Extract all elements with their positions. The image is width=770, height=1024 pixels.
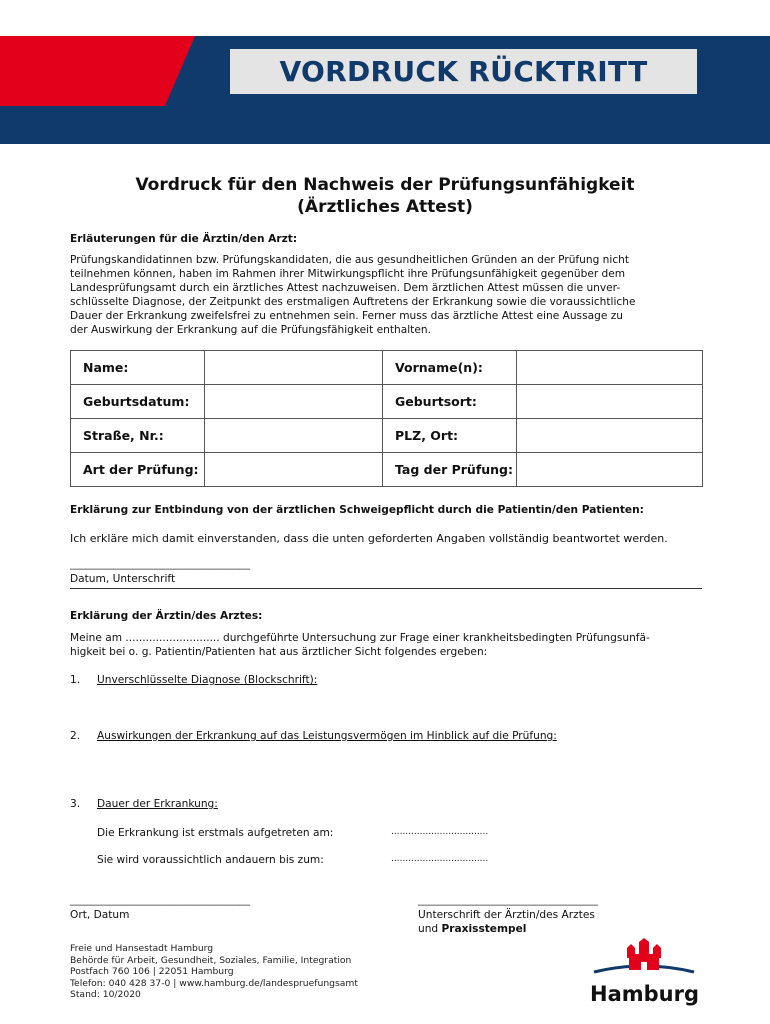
doctor-signature-label: Unterschrift der Ärztin/des Arztes [418,909,595,921]
footer-line: Behörde für Arbeit, Gesundheit, Soziales, Familie, Integration [70,954,352,966]
section-divider [70,588,702,589]
explanation-text [70,253,702,337]
footer-line: Freie und Hansestadt Hamburg [70,943,214,954]
diagnosis-label: Unverschlüsselte Diagnose (Blockschrift): [97,674,318,686]
explanation-heading: Erläuterungen für die Ärztin/den Arzt: [70,233,298,245]
birth-date-field[interactable] [205,385,383,419]
item-number: 3. [70,798,81,810]
duration-field[interactable]: .................................. [391,854,489,864]
item-number: 1. [70,674,81,686]
signature-label: Datum, Unterschrift [70,573,176,585]
header-title-box [230,49,697,94]
exam-date-field[interactable] [517,453,703,487]
consent-text: Ich erkläre mich damit einverstanden, dass die unten geforderten Angaben vollständig beantwortet werden. [70,532,668,545]
impact-label: Auswirkungen der Erkrankung auf das Leistungsvermögen im Hinblick auf die Prüfung: [97,730,557,742]
header-title: VORDRUCK RÜCKTRITT [279,55,648,88]
hamburg-castle-icon [588,938,700,984]
zip-city-field[interactable] [517,419,703,453]
footer-line: Postfach 760 106 | 22051 Hamburg [70,966,234,977]
birth-date-label: Geburtsdatum: [71,385,205,419]
doctor-signature-line[interactable]: __________________________________ [418,894,599,906]
birth-place-label: Geburtsort: [383,385,517,419]
explanation-line: Prüfungskandidatinnen bzw. Prüfungskandidaten, die aus gesundheitlichen Gründen an der Prüfung nicht [70,254,630,266]
exam-type-label: Art der Prüfung: [71,453,205,487]
explanation-line: schlüsselte Diagnose, der Zeitpunkt des erstmaligen Auftretens der Erkrankung sowie die voraussichtliche [70,296,636,308]
table-row [71,419,703,453]
explanation-line: Dauer der Erkrankung zweifelsfrei zu entnehmen sein. Ferner muss das ärztliche Attest eine Aussage zu [70,310,623,322]
hamburg-logo [588,938,700,1010]
birth-place-field[interactable] [517,385,703,419]
name-label: Name: [71,351,205,385]
document-title: Vordruck für den Nachweis der Prüfungsunfähigkeit [135,175,635,195]
name-field[interactable] [205,351,383,385]
doctor-heading: Erklärung der Ärztin/des Arztes: [70,610,263,622]
doctor-text-line: Meine am ............................ durchgeführte Untersuchung zur Frage einer krankheitsbedingten Prüfungsunfä- [70,632,650,644]
footer-address [70,943,358,1001]
zip-city-label: PLZ, Ort: [383,419,517,453]
header-red-accent [0,36,200,106]
document-subtitle: (Ärztliches Attest) [297,197,473,217]
first-name-label: Vorname(n): [383,351,517,385]
place-date-line[interactable]: __________________________________ [70,894,251,906]
table-row [71,453,703,487]
practice-stamp-prefix: und [418,923,442,935]
explanation-line: teilnehmen können, haben im Rahmen ihrer Mitwirkungspflicht ihre Prüfungsunfähigkeit gegenüber dem [70,268,626,280]
first-name-field[interactable] [517,351,703,385]
street-field[interactable] [205,419,383,453]
table-row [71,385,703,419]
footer-line: Telefon: 040 428 37-0 | www.hamburg.de/landespruefungsamt [70,977,358,989]
onset-field[interactable]: .................................. [391,827,489,837]
personal-data-table [70,350,703,487]
practice-stamp-label [418,923,526,935]
duration-label: Sie wird voraussichtlich andauern bis zum: [97,854,324,866]
street-label: Straße, Nr.: [71,419,205,453]
onset-label: Die Erkrankung ist erstmals aufgetreten am: [97,827,334,839]
doctor-text-line: higkeit bei o. g. Patientin/Patienten hat aus ärztlicher Sicht folgendes ergeben: [70,646,488,658]
place-date-label: Ort, Datum [70,909,130,921]
table-row [71,351,703,385]
explanation-line: der Auswirkung der Erkrankung auf die Prüfungsfähigkeit enthalten. [70,324,431,336]
hamburg-logo-text: Hamburg [590,982,699,1006]
signature-line[interactable]: __________________________________ [70,558,251,570]
item-number: 2. [70,730,81,742]
explanation-line: Landesprüfungsamt durch ein ärztliches Attest nachzuweisen. Dem ärztlichen Attest müssen die unver- [70,282,621,294]
footer-line: Stand: 10/2020 [70,989,141,1000]
exam-type-field[interactable] [205,453,383,487]
consent-heading: Erklärung zur Entbindung von der ärztlichen Schweigepflicht durch die Patientin/den Patienten: [70,504,644,516]
practice-stamp-bold: Praxisstempel [441,923,527,935]
duration-heading: Dauer der Erkrankung: [97,798,218,810]
exam-date-label: Tag der Prüfung: [383,453,517,487]
